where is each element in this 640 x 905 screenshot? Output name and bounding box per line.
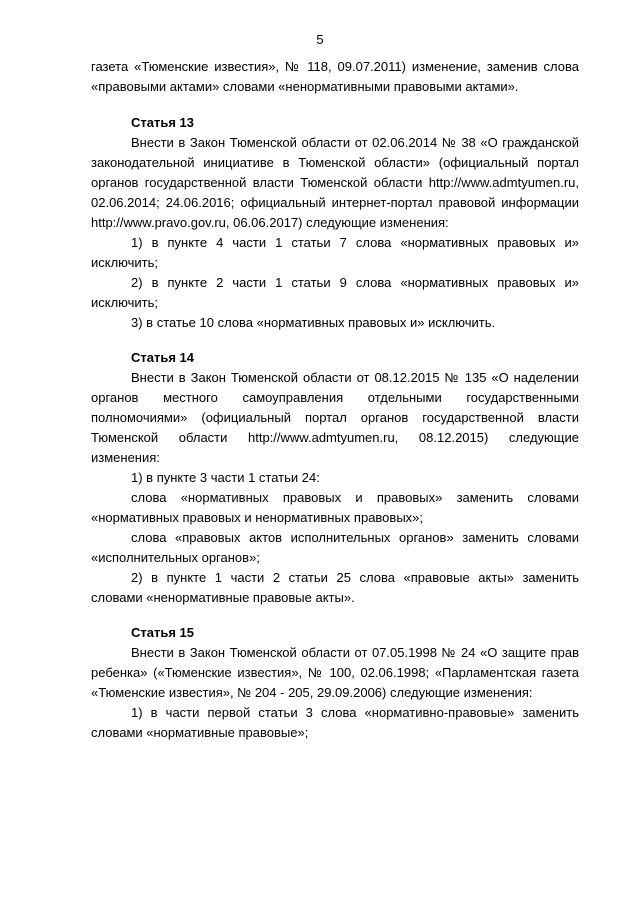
article-14-item-2: 2) в пункте 1 части 2 статьи 25 слова «правовые акты» заменить словами «ненормативные правовые акты».	[91, 570, 579, 605]
intro-line-2: «правовыми актами» словами «ненормативными правовыми актами».	[91, 79, 519, 94]
article-14-heading: Статья 14	[131, 350, 195, 365]
article-15-heading: Статья 15	[131, 625, 195, 640]
page-number: 5	[316, 32, 324, 47]
article-14-item-1: 1) в пункте 3 части 1 статьи 24:	[131, 470, 320, 485]
article-14-subitem-1: слова «нормативных правовых и правовых» заменить словами «нормативных правовых и ненормативных правовых»;	[91, 490, 579, 525]
intro-line-1: газета «Тюменские известия», № 118, 09.07.2011) изменение, заменив слова	[91, 59, 579, 74]
article-15-item-1: 1) в части первой статьи 3 слова «нормативно-правовые» заменить словами «нормативные правовые»;	[91, 705, 579, 740]
article-14-paragraph: Внести в Закон Тюменской области от 08.12.2015 № 135 «О наделении органов местного самоуправления отдельными государственными полномочиями» (официальный портал органов государственной власти Тюменской области http://www.admtyumen.ru, 08.12.2015) следующие изменения:	[91, 370, 579, 465]
article-13-paragraph: Внести в Закон Тюменской области от 02.06.2014 № 38 «О гражданской законодательной инициативе в Тюменской области» (официальный портал органов государственной власти Тюменской области http://www.admtyumen.ru, 02.06.2014; 24.06.2016; официальный интернет-портал правовой информации http://www.pravo.gov.ru, 06.06.2017) следующие изменения:	[91, 135, 579, 230]
article-13-item-2: 2) в пункте 2 части 1 статьи 9 слова «нормативных правовых и» исключить;	[91, 275, 579, 310]
article-15-paragraph: Внести в Закон Тюменской области от 07.05.1998 № 24 «О защите прав ребенка» («Тюменские известия», № 100, 02.06.1998; «Парламентская газета «Тюменские известия», № 204 - 205, 29.09.2006) следующие изменения:	[91, 645, 579, 700]
article-13-heading: Статья 13	[131, 115, 195, 130]
article-14-subitem-2: слова «правовых актов исполнительных органов» заменить словами «исполнительных органов»;	[91, 530, 579, 565]
article-13-item-3: 3) в статье 10 слова «нормативных правовых и» исключить.	[131, 315, 496, 330]
article-13-item-1: 1) в пункте 4 части 1 статьи 7 слова «нормативных правовых и» исключить;	[91, 235, 579, 270]
document-body	[91, 57, 579, 743]
